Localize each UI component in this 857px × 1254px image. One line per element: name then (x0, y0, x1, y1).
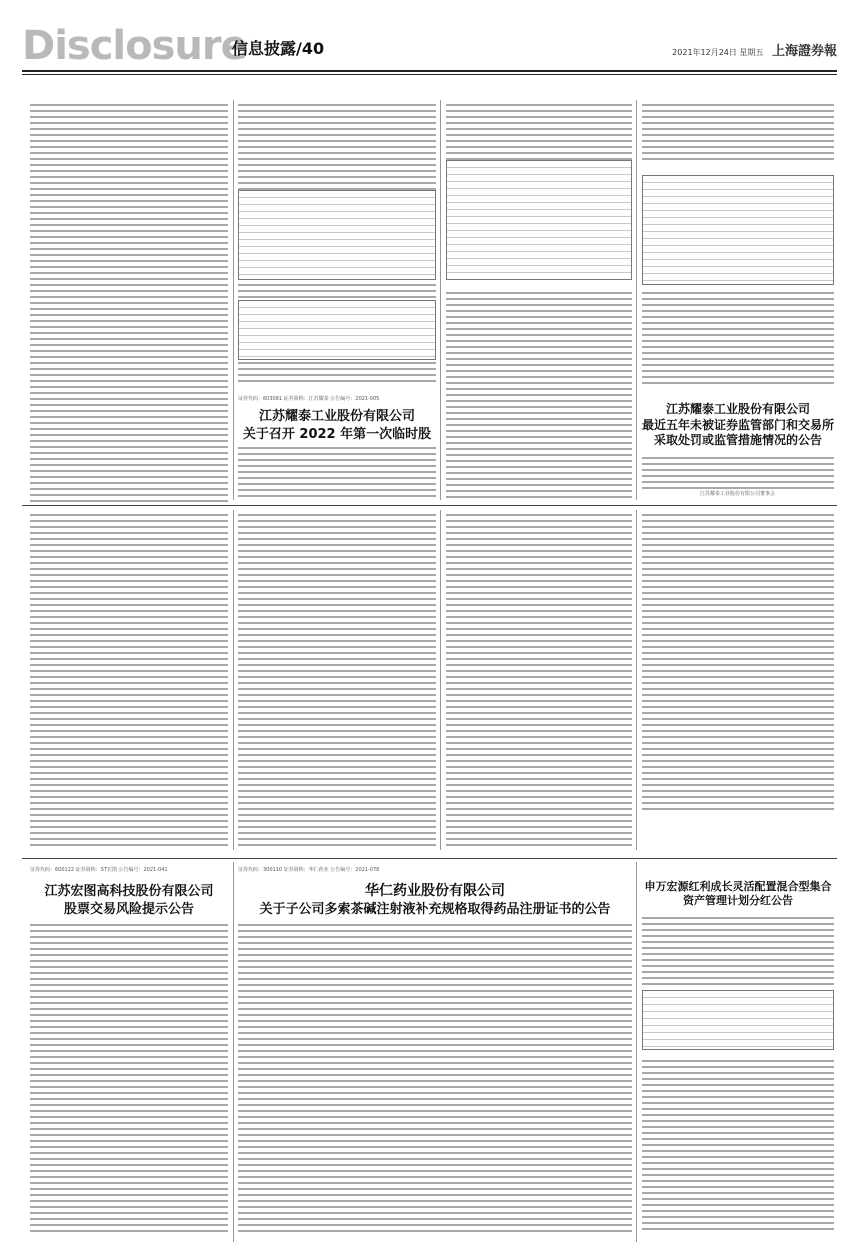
masthead-rule-thin (22, 74, 837, 75)
notice-headline: 股票交易风险提示公告 (63, 902, 194, 917)
notice-meta: 证券代码：300110 证券简称：华仁药业 公告编号：2021-078 (238, 867, 380, 873)
table (238, 300, 436, 360)
table (446, 160, 632, 280)
notice-body (642, 455, 834, 490)
text-block-col1-top (30, 102, 228, 502)
notice-company: 江苏耀泰工业股份有限公司 (665, 402, 810, 416)
column-divider (636, 862, 637, 1242)
table (238, 190, 436, 280)
text-block-mid-1 (30, 512, 228, 847)
notice-body (30, 922, 228, 1232)
notice-headline: 申万宏源红利成长灵活配置混合型集合资产管理计划分红公告 (644, 880, 832, 907)
section-name: 信息披露 (232, 39, 297, 58)
section-divider (22, 505, 837, 506)
notice-headline: 关于子公司多索茶碱注射液补充规格取得药品注册证书的公告 (259, 902, 611, 917)
notice-company: 江苏宏图高科技股份有限公司 (44, 884, 214, 899)
notice-body (238, 922, 632, 1232)
table (642, 990, 834, 1050)
text-block-col4-mid (642, 290, 834, 385)
page-number: /40 (296, 39, 325, 58)
notice-body (238, 445, 436, 500)
masthead (22, 18, 837, 92)
notice-meta: 证券代码：600122 证券简称：ST宏图 公告编号：2021-041 (30, 867, 168, 873)
masthead-rule (22, 70, 837, 72)
issue-date: 2021年12月24日 星期五 (672, 48, 764, 57)
column-divider (440, 510, 441, 850)
notice-headline: 关于召开 2022 年第一次临时股 (242, 427, 432, 442)
notice-headline: 最近五年未被证券监管部门和交易所采取处罚或监管措施情况的公告 (642, 418, 835, 447)
column-divider (233, 100, 234, 500)
text-block-mid-4 (642, 512, 834, 812)
footer-signature (700, 490, 775, 497)
notice-company: 江苏耀泰工业股份有限公司 (258, 409, 415, 424)
column-divider (636, 510, 637, 850)
column-divider (233, 510, 234, 850)
section-logo: Disclosure (22, 23, 247, 69)
newspaper-name: 上海證券報 (771, 44, 837, 59)
masthead-right (672, 40, 837, 59)
column-divider (636, 100, 637, 500)
table (642, 175, 834, 285)
section-title (232, 36, 324, 59)
column-divider (440, 100, 441, 500)
notice-meta: 证券代码：603081 证券简称：江苏耀泰 公告编号：2021-005 (238, 396, 380, 402)
signature-text: 江苏耀泰工业股份有限公司董事会 (700, 491, 776, 497)
notice-body (642, 915, 834, 985)
notice-body (642, 1058, 834, 1233)
text-block-mid-3 (446, 512, 632, 847)
text-block-mid-2 (238, 512, 436, 847)
text-block-col3-mid (446, 290, 632, 500)
notice-company: 华仁药业股份有限公司 (365, 883, 505, 899)
column-divider (233, 862, 234, 1242)
text-block-col4-top (642, 102, 834, 162)
section-divider (22, 858, 837, 859)
